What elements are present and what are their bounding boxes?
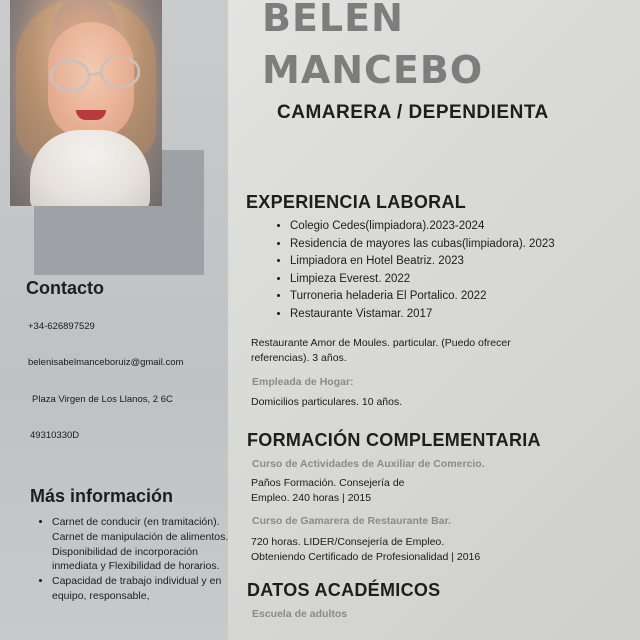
restaurant-line-1: Restaurante Amor de Moules. particular. (Puedo ofrecer (251, 337, 511, 349)
academic-heading: DATOS ACADÉMICOS (247, 580, 441, 600)
experience-item: • Limpiadora en Hotel Beatriz. 2023 (290, 253, 555, 271)
more-info-list (34, 515, 240, 604)
job-title: CAMARERA / DEPENDIENTA (277, 102, 549, 123)
more-info-heading: Más información (30, 486, 174, 506)
contact-address: Plaza Virgen de Los Llanos, 2 6C (32, 394, 173, 405)
experience-item: • Residencia de mayores las cubas(limpiadora). 2023 (290, 236, 555, 254)
course-2-line-2: Obteniendo Certificado de Profesionalidad | 2016 (251, 551, 481, 563)
contact-phone: +34-626897529 (28, 321, 95, 332)
training-heading: FORMACIÓN COMPLEMENTARIA (247, 430, 541, 450)
experience-heading: EXPERIENCIA LABORAL (246, 192, 467, 212)
home-employment-text: Domicilios particulares. 10 años. (251, 396, 403, 408)
course-1-line-2: Empleo. 240 horas | 2015 (251, 492, 372, 504)
home-employment-title: Empleada de Hogar: (252, 376, 354, 388)
more-info-item: • Carnet de conducir (en tramitación). Carnet de manipulación de alimentos. Disponibilidad de incorporación inmediata y Flexibilidad de horarios. (52, 515, 240, 574)
contact-heading: Contacto (26, 278, 104, 298)
contact-id: 49310330D (30, 430, 80, 441)
course-1-title: Curso de Actividades de Auxiliar de Comercio. (252, 458, 485, 470)
course-1-line-1: Paños Formación. Consejería de (251, 477, 405, 489)
academic-school: Escuela de adultos (252, 608, 348, 620)
more-info-item: • Capacidad de trabajo individual y en equipo, responsable, (52, 574, 240, 604)
experience-item: • Colegio Cedes(limpiadora).2023-2024 (290, 218, 555, 236)
profile-photo (10, 0, 162, 206)
glasses-icon (44, 58, 144, 94)
photo-scarf (30, 130, 150, 206)
experience-item: • Restaurante Vistamar. 2017 (290, 306, 555, 324)
last-name: MANCEBO (262, 48, 484, 92)
experience-item: • Turroneria heladeria El Portalico. 2022 (290, 288, 555, 306)
contact-email: belenisabelmanceboruiz@gmail.com (28, 357, 184, 368)
course-2-line-1: 720 horas. LIDER/Consejería de Empleo. (251, 536, 445, 548)
course-2-title: Curso de Gamarera de Restaurante Bar. (252, 515, 451, 527)
experience-list (270, 218, 555, 324)
restaurant-line-2: referencias). 3 años. (251, 352, 347, 364)
experience-item: • Limpieza Everest. 2022 (290, 271, 555, 289)
first-name: BELEN (262, 0, 404, 40)
